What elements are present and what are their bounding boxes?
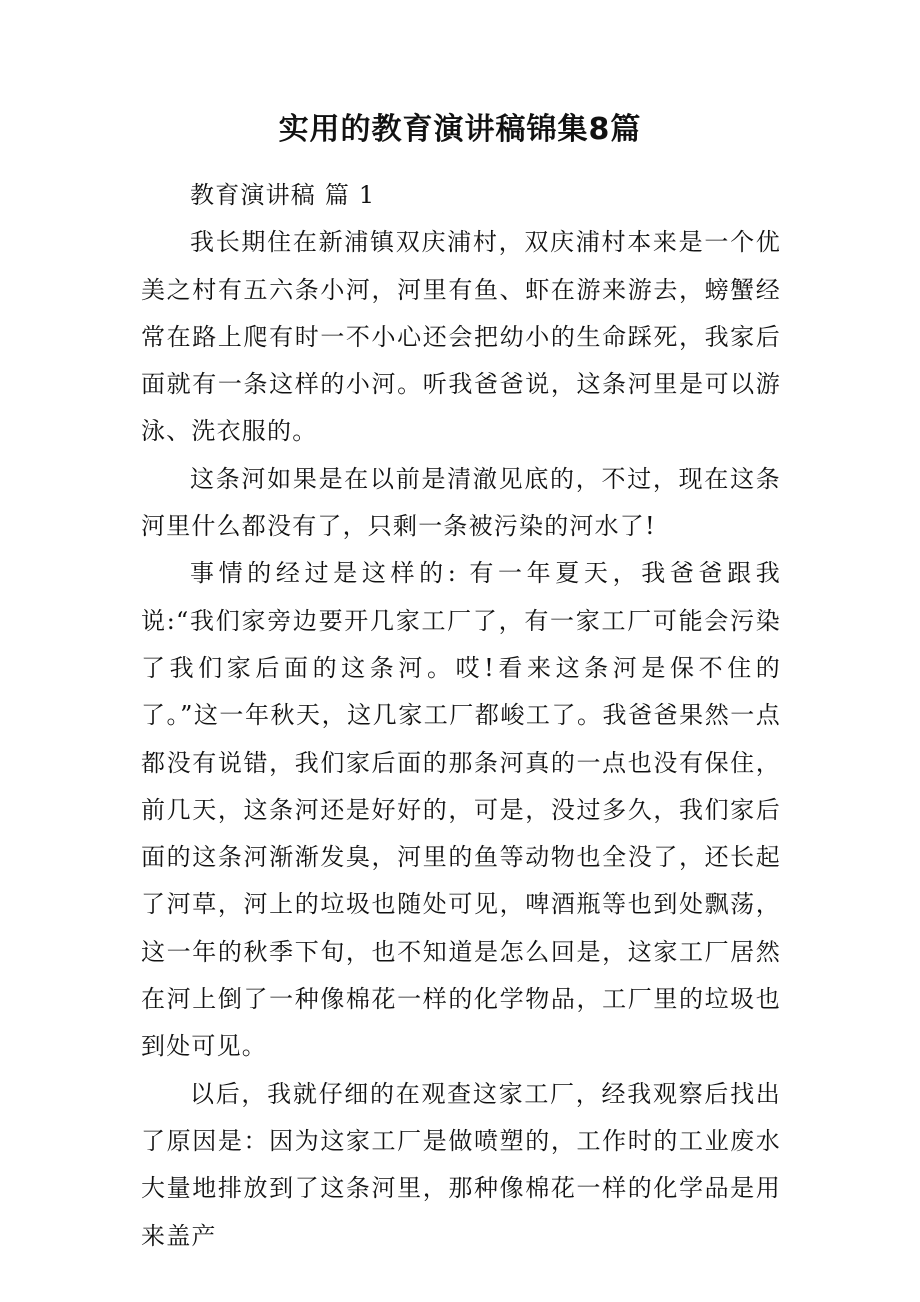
paragraph-3: 事情的经过是这样的: 有一年夏天，我爸爸跟我说:“我们家旁边要开几家工厂了，有一家工厂可能会污染了我们家后面的这条河。哎!看来这条河是保不住的了。”这一年秋天，这几家工厂都峻工了。我爸爸果然一点都没有说错，我们家后面的那条河真的一点也没有保住，前几天，这条河还是好好的，可是，没过多久，我们家后面的这条河渐渐发臭，河里的鱼等动物也全没了，还长起了河草，河上的垃圾也随处可见，啤酒瓶等也到处飘荡，这一年的秋季下旬，也不知道是怎么回是，这家工厂居然在河上倒了一种像棉花一样的化学物品，工厂里的垃圾也到处可见。: [141, 559, 781, 1061]
paragraph-4: 以后，我就仔细的在观查这家工厂，经我观察后找出了原因是：因为这家工厂是做喷塑的，工作时的工业废水大量地排放到了这条河里，那种像棉花一样的化学品是用来盖产: [141, 1079, 781, 1250]
paragraph-1: 我长期住在新浦镇双庆浦村，双庆浦村本来是一个优美之村有五六条小河，河里有鱼、虾在游来游去，螃蟹经常在路上爬有时一不小心还会把幼小的生命踩死，我家后面就有一条这样的小河。听我爸爸说，这条河里是可以游泳、洗衣服的。: [141, 228, 781, 446]
section-heading: 教育演讲稿 篇 1: [190, 181, 376, 209]
document-body: [141, 172, 781, 1260]
paragraph-2: 这条河如果是在以前是清澈见底的，不过，现在这条河里什么都没有了，只剩一条被污染的河水了!: [141, 464, 781, 541]
document-title: 实用的教育演讲稿锦集8篇: [278, 112, 642, 147]
